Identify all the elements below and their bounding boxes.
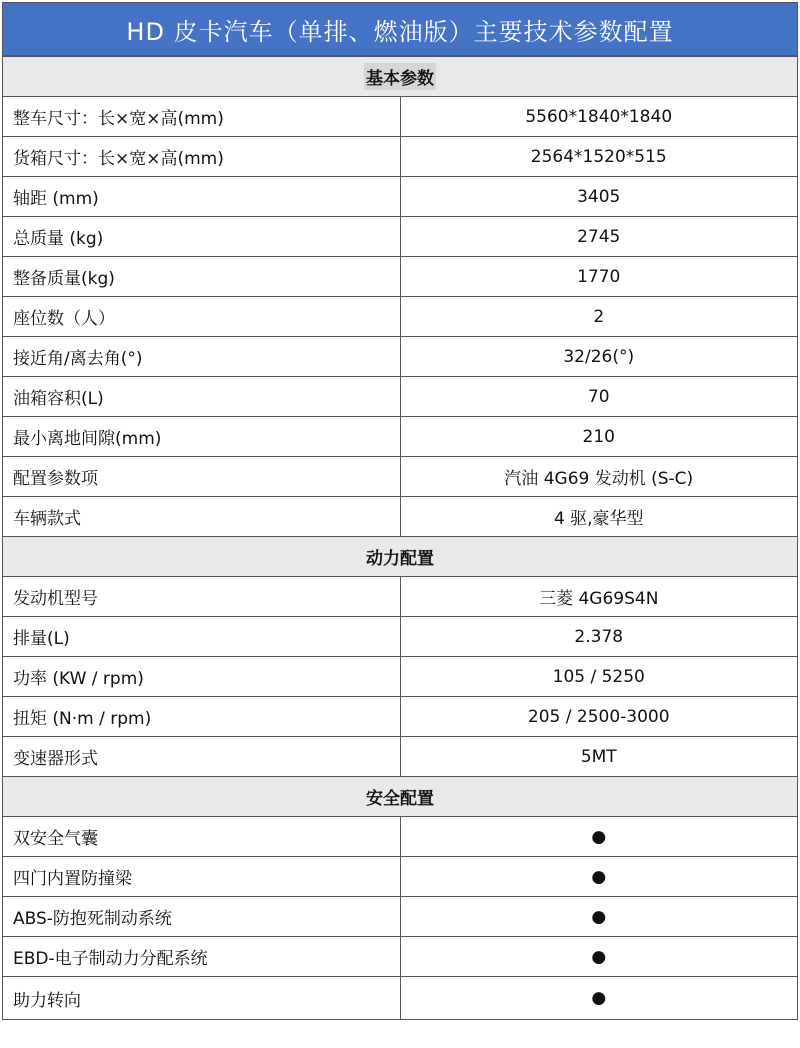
- row-label: 双安全气囊: [3, 817, 401, 857]
- spec-table: [2, 56, 798, 1020]
- row-value: 4 驱,豪华型: [400, 497, 798, 537]
- row-label: 配置参数项: [3, 457, 401, 497]
- section-title-basic: 基本参数: [364, 63, 436, 90]
- row-value: ●: [400, 937, 798, 977]
- row-label: 排量(L): [3, 617, 401, 657]
- table-row: [3, 377, 798, 417]
- table-row: [3, 417, 798, 457]
- table-row: [3, 897, 798, 937]
- row-label: 整车尺寸：长×宽×高(mm): [3, 97, 401, 137]
- table-row: [3, 697, 798, 737]
- row-label: 功率 (KW / rpm): [3, 657, 401, 697]
- row-label: 变速器形式: [3, 737, 401, 777]
- table-row: [3, 657, 798, 697]
- row-label: 油箱容积(L): [3, 377, 401, 417]
- row-value: 5MT: [400, 737, 798, 777]
- table-row: [3, 457, 798, 497]
- row-value: 2564*1520*515: [400, 137, 798, 177]
- row-value: 105 / 5250: [400, 657, 798, 697]
- row-label: 轴距 (mm): [3, 177, 401, 217]
- table-row: [3, 337, 798, 377]
- table-row: [3, 977, 798, 1020]
- table-row: [3, 177, 798, 217]
- row-label: 发动机型号: [3, 577, 401, 617]
- row-value: ●: [400, 817, 798, 857]
- table-row: [3, 937, 798, 977]
- row-value: ●: [400, 977, 798, 1020]
- row-label: 四门内置防撞梁: [3, 857, 401, 897]
- page-title: HD 皮卡汽车（单排、燃油版）主要技术参数配置: [2, 2, 798, 56]
- row-value: 32/26(°): [400, 337, 798, 377]
- table-row: [3, 617, 798, 657]
- row-label: 扭矩 (N·m / rpm): [3, 697, 401, 737]
- row-label: 车辆款式: [3, 497, 401, 537]
- row-value: 三菱 4G69S4N: [400, 577, 798, 617]
- row-value: ●: [400, 897, 798, 937]
- table-row: [3, 97, 798, 137]
- row-value: 70: [400, 377, 798, 417]
- row-label: EBD-电子制动力分配系统: [3, 937, 401, 977]
- row-value: 2: [400, 297, 798, 337]
- row-label: 助力转向: [3, 977, 401, 1020]
- row-label: 总质量 (kg): [3, 217, 401, 257]
- row-value: ●: [400, 857, 798, 897]
- table-row: [3, 737, 798, 777]
- row-label: 接近角/离去角(°): [3, 337, 401, 377]
- row-value: 汽油 4G69 发动机 (S-C): [400, 457, 798, 497]
- row-label: 整备质量(kg): [3, 257, 401, 297]
- table-row: [3, 497, 798, 537]
- section-header-power: [3, 537, 798, 577]
- row-value: 2.378: [400, 617, 798, 657]
- row-value: 205 / 2500-3000: [400, 697, 798, 737]
- table-row: [3, 297, 798, 337]
- table-row: [3, 137, 798, 177]
- row-label: 座位数（人）: [3, 297, 401, 337]
- row-value: 2745: [400, 217, 798, 257]
- section-title-power: 动力配置: [366, 549, 434, 569]
- section-header-basic: [3, 57, 798, 97]
- row-value: 210: [400, 417, 798, 457]
- table-row: [3, 577, 798, 617]
- row-label: 货箱尺寸：长×宽×高(mm): [3, 137, 401, 177]
- table-row: [3, 257, 798, 297]
- row-label: ABS-防抱死制动系统: [3, 897, 401, 937]
- row-value: 5560*1840*1840: [400, 97, 798, 137]
- row-label: 最小离地间隙(mm): [3, 417, 401, 457]
- row-value: 1770: [400, 257, 798, 297]
- section-header-safety: [3, 777, 798, 817]
- section-title-safety: 安全配置: [366, 789, 434, 809]
- table-row: [3, 857, 798, 897]
- row-value: 3405: [400, 177, 798, 217]
- table-row: [3, 217, 798, 257]
- table-row: [3, 817, 798, 857]
